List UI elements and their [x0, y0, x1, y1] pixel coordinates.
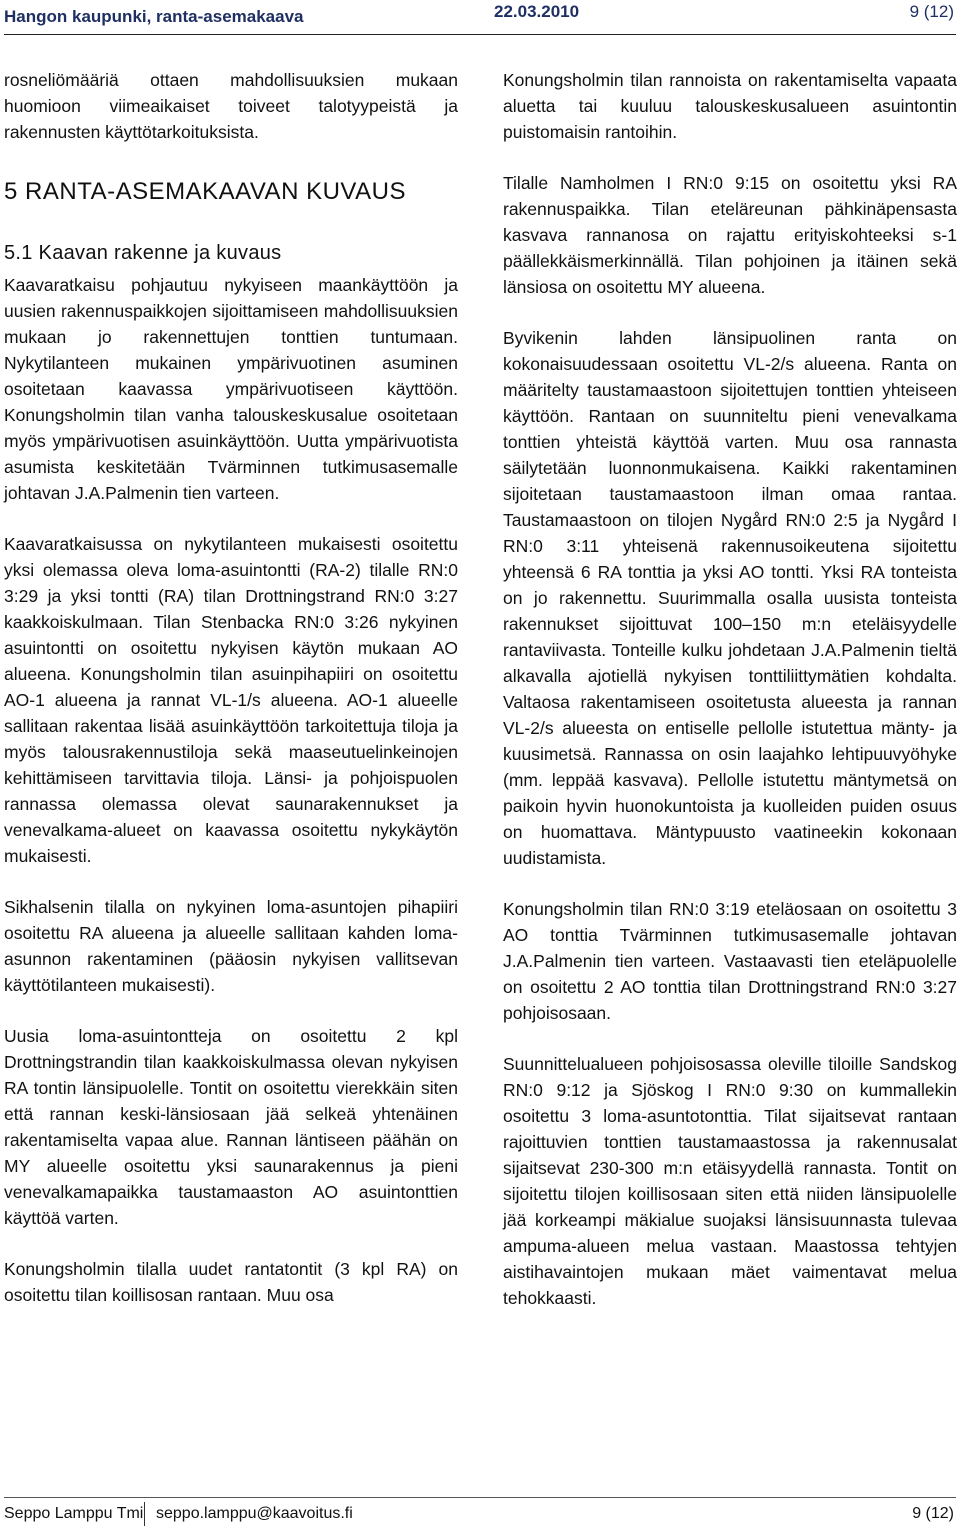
- footer-divider: [144, 1502, 145, 1526]
- header-page-number: 9 (12): [909, 2, 954, 21]
- right-column: [503, 67, 957, 1311]
- paragraph: Tilalle Namholmen I RN:0 9:15 on osoitettu yksi RA rakennuspaikka. Tilan eteläreunan pähkinäpensasta kasvava rannanosa on rajattu erityiskohteeksi s-1 päällekkäismerkinnällä. Tilan pohjoinen ja itäinen sekä länsiosa on osoitettu MY alueena.: [503, 173, 957, 297]
- page-footer: [4, 1497, 956, 1528]
- paragraph: Konungsholmin tilan rannoista on rakentamiselta vapaata aluetta tai kuuluu talouskeskusalueen asuintontin puistomaisin rantoihin.: [503, 70, 957, 142]
- paragraph: Kaavaratkaisu pohjautuu nykyiseen maankäyttöön ja uusien rakennuspaikkojen sijoittamiseen mahdollisuuksien mukaan jo rakennettujen tonttien tuntumaan. Nykytilanteen mukainen ympärivuotinen asuminen osoitetaan kaavassa ympärivuotiseen käyttöön. Konungsholmin tilan vanha talouskeskusalue osoitetaan myös ympärivuotisen asuinkäyttöön. Uutta ympärivuotista asumista keskitetään Tvärminnen tutkimusasemalle johtavan J.A.Palmenin tien varteen.: [4, 275, 458, 503]
- paragraph: rosneliömääriä ottaen mahdollisuuksien mukaan huomioon viimeaikaiset toiveet talotyypeistä ja rakennusten käyttötarkoituksista.: [4, 70, 458, 142]
- footer-email: seppo.lamppu@kaavoitus.fi: [156, 1505, 353, 1522]
- footer-author: Seppo Lamppu Tmi: [4, 1505, 144, 1522]
- section-heading: 5 RANTA-ASEMAKAAVAN KUVAUS: [4, 178, 406, 205]
- paragraph: Byvikenin lahden länsipuolinen ranta on kokonaisuudessaan osoitettu VL-2/s alueena. Ranta on määritelty taustamaastoon sijoitettujen tonttien yhteiseen käyttöön. Rantaan on suunniteltu pieni venevalkama tonttien yhteistä käyttöä varten. Muu osa rannasta säilytetään luonnonmukaisena. Kaikki rakentaminen sijoitetaan taustamaastoon ilman omaa rantaa. Taustamaastoon on tilojen Nygård RN:0 2:5 ja Nygård I RN:0 3:11 yhteisenä rakennusoikeutena sijoitettu yhteensä 6 RA tonttia ja yksi AO tontti. Yksi RA tonteista on jo rakennettu. Suurimmalla osalla uusista tonteista rakennukset sijoittuvat 100–150 m:n eteläisyydelle rantaviivasta. Tonteille kulku johdetaan J.A.Palmenin tieltä alkavalla ajotiellä nykyisen tonttiliittymätien kohdalta. Valtaosa rakentamiseen osoitetusta alueesta ja rannan VL-2/s alueesta on entiselle pellolle istutettua mänty- ja kuusimetsä. Rannassa on osin laajahko lehtipuuvyöhyke (mm. leppää kasvava). Pellolle istutettu mäntymetsä on paikoin hyvin huonokuntoista ja kuolleiden puiden osuus on huomattava. Mäntypuusto vaatineekin kokonaan uudistamista.: [503, 328, 957, 868]
- paragraph: Konungsholmin tilalla uudet rantatontit (3 kpl RA) on osoitettu tilan koillisosan rantaan. Muu osa: [4, 1259, 458, 1305]
- footer-page-number: 9 (12): [912, 1505, 954, 1522]
- paragraph: Konungsholmin tilan RN:0 3:19 eteläosaan on osoitettu 3 AO tonttia Tvärminnen tutkimusasemalle johtavan J.A.Palmenin tien varteen. Vastaavasti tien eteläpuolelle on osoitettu 2 AO tonttia tilan Drottningstrand RN:0 3:27 pohjoisosaan.: [503, 899, 957, 1023]
- document-title: Hangon kaupunki, ranta-asemakaava: [4, 7, 304, 26]
- paragraph: Kaavaratkaisussa on nykytilanteen mukaisesti osoitettu yksi olemassa oleva loma-asuintontti (RA-2) tilalle RN:0 3:29 ja yksi tontti (RA) tilan Drottningstrand RN:0 3:27 kaakkoiskulmaan. Tilan Stenbacka RN:0 3:26 nykyinen asuintontti on osoitettu nykyisen käytön mukaan AO alueena. Konungsholmin tilan asuinpihapiiri on osoitettu AO-1 alueena ja rannat VL-1/s alueena. AO-1 alueelle sallitaan rakentaa lisää asuinkäyttöön tarkoitettuja tiloja ja myös talousrakennustiloja sekä maaseutuelinkeinojen kehittämiseen tarvittavia tiloja. Länsi- ja pohjoispuolen rannassa olemassa olevat saunarakennukset ja venevalkama-alueet on kaavassa osoitettu nykykäytön mukaisesti.: [4, 534, 458, 866]
- paragraph: Sikhalsenin tilalla on nykyinen loma-asuntojen pihapiiri osoitettu RA alueena ja alueelle sallitaan kahden loma-asunnon rakentaminen (pääosin nykyisen vallitsevan käyttötilanteen mukaisesti).: [4, 897, 458, 995]
- page-header: [4, 0, 956, 35]
- left-column: [4, 67, 458, 1308]
- document-date: 22.03.2010: [494, 2, 580, 21]
- paragraph: Suunnittelualueen pohjoisosassa oleville tiloille Sandskog RN:0 9:12 ja Sjöskog I RN:0 9:30 on kummallekin osoitettu 3 loma-asuntotonttia. Tilat sijaitsevat rantaan rajoittuvien tonttien taustamaastossa ja rakennusalat sijaitsevat 230-300 m:n etäisyydellä rannasta. Tontit on sijoitettu tilojen koillisosaan siten että niiden länsipuolelle jää korkeampi mäkialue suojaksi länsisuunnasta tulevaa ampuma-alueen melua vastaan. Maastossa tehtyjen aistihavaintojen mukaan mäet vaimentavat melua tehokkaasti.: [503, 1054, 957, 1308]
- subsection-heading: 5.1 Kaavan rakenne ja kuvaus: [4, 242, 282, 264]
- paragraph: Uusia loma-asuintontteja on osoitettu 2 kpl Drottningstrandin tilan kaakkoiskulmassa olevan nykyisen RA tontin länsipuolelle. Tontit on osoitettu vierekkäin siten että rannan keski-länsiosaan jää selkeä yhtenäinen rakentamiselta vapaa alue. Rannan läntiseen päähän on MY alueelle osoitettu yksi saunarakennus ja pieni venevalkamapaikka taustamaaston AO asuintonttien käyttöä varten.: [4, 1026, 458, 1228]
